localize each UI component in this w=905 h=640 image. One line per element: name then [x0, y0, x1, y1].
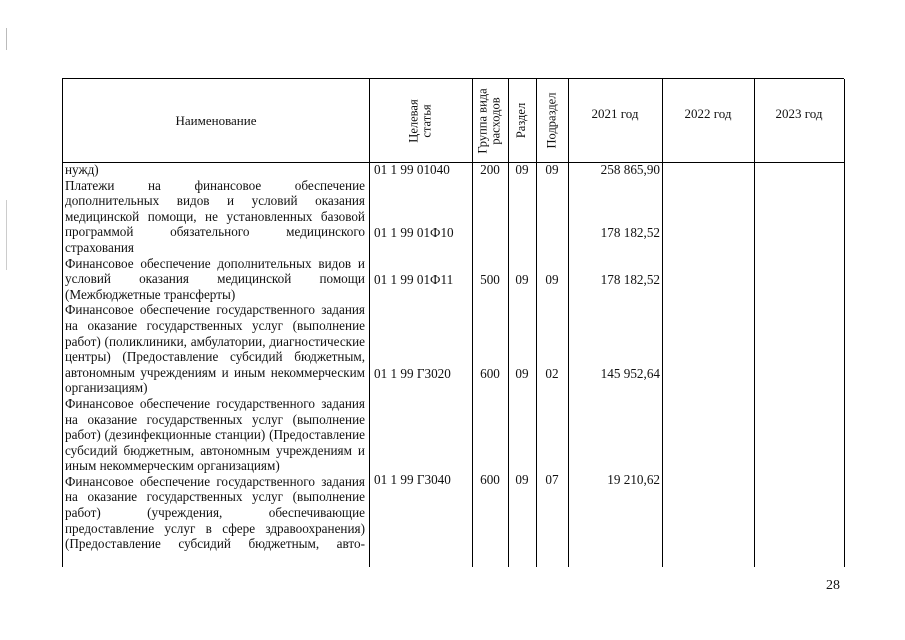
- row-section: 09: [515, 366, 529, 381]
- header-line: расходов: [489, 96, 504, 145]
- row-code: 01 1 99 01Ф10: [374, 225, 454, 240]
- header-line: Целевая: [406, 98, 421, 143]
- header-2021: [568, 79, 662, 162]
- row-group: 500: [480, 272, 500, 287]
- row-code: 01 1 99 01Ф11: [374, 272, 454, 287]
- header-section-label: Раздел: [514, 102, 529, 139]
- header-name: [63, 79, 369, 162]
- row-2021: 178 182,52: [600, 225, 660, 240]
- header-subsection-label: Подраздел: [544, 92, 559, 149]
- row-2021: 258 865,90: [600, 162, 660, 177]
- row-name: Финансовое обеспечение государственного задания на оказание государственных услуг (выполнение работ) (поликлиники, амбулатории, диагностические центры) (Предоставление субсидий бюджетным, автономным учреждениям и иным некоммерческим организациям): [65, 302, 365, 396]
- row-subsection: 02: [545, 366, 559, 381]
- header-target-article-label: [408, 99, 434, 142]
- header-expense-group-label: [477, 88, 503, 153]
- row-group: 600: [480, 472, 500, 487]
- row-name: Платежи на финансовое обеспечение дополнительных видов и условий оказания медицинской помощи, не установленных базовой программой обязательного медицинского страхования: [65, 177, 365, 255]
- row-code: 01 1 99 01040: [374, 162, 450, 177]
- scan-margin-mark: [6, 200, 7, 270]
- row-2021: 178 182,52: [600, 272, 660, 287]
- header-subsection: [536, 79, 568, 162]
- row-subsection: 09: [545, 162, 559, 177]
- header-expense-group: [472, 79, 508, 162]
- row-2021: 145 952,64: [600, 366, 660, 381]
- row-subsection: 07: [545, 472, 559, 487]
- budget-table: [62, 78, 844, 567]
- row-subsection: 09: [545, 272, 559, 287]
- name-column: [65, 162, 365, 552]
- header-line: Группа вида: [476, 87, 491, 154]
- row-section: 09: [515, 272, 529, 287]
- row-2021: 19 210,62: [607, 472, 660, 487]
- column-divider: [844, 79, 845, 567]
- header-name-label: Наименование: [175, 112, 257, 128]
- header-2023: [754, 79, 844, 162]
- row-group: 600: [480, 366, 500, 381]
- header-2022: [662, 79, 754, 162]
- row-name: Финансовое обеспечение государственного задания на оказание государственных услуг (выполнение работ) (дезинфекционные станции) (Предоставление субсидий бюджетным, автономным учреждениям и иным некоммерческим организациям): [65, 395, 365, 474]
- row-name: Финансовое обеспечение дополнительных видов и условий оказания медицинской помощи (Межбюджетные трансферты): [65, 255, 365, 302]
- header-2021-label: 2021 год: [591, 106, 639, 121]
- header-2023-label: 2023 год: [775, 106, 823, 121]
- scan-margin-mark: [6, 28, 7, 50]
- row-section: 09: [515, 162, 529, 177]
- header-2022-label: 2022 год: [684, 106, 732, 121]
- row-name: Финансовое обеспечение государственного задания на оказание государственных услуг (выполнение работ) (учреждения, обеспечивающие предоставление услуг в сфере здравоохранения) (Предоставление субсидий бюджетным, авто-: [65, 473, 365, 552]
- header-line: статья: [419, 103, 434, 138]
- row-code: 01 1 99 Г3040: [374, 472, 451, 487]
- row-code: 01 1 99 Г3020: [374, 366, 451, 381]
- header-section: [508, 79, 536, 162]
- page-number: 28: [826, 578, 840, 593]
- row-section: 09: [515, 472, 529, 487]
- header-target-article: [369, 79, 472, 162]
- row-name: нужд): [65, 162, 99, 177]
- row-group: 200: [480, 162, 500, 177]
